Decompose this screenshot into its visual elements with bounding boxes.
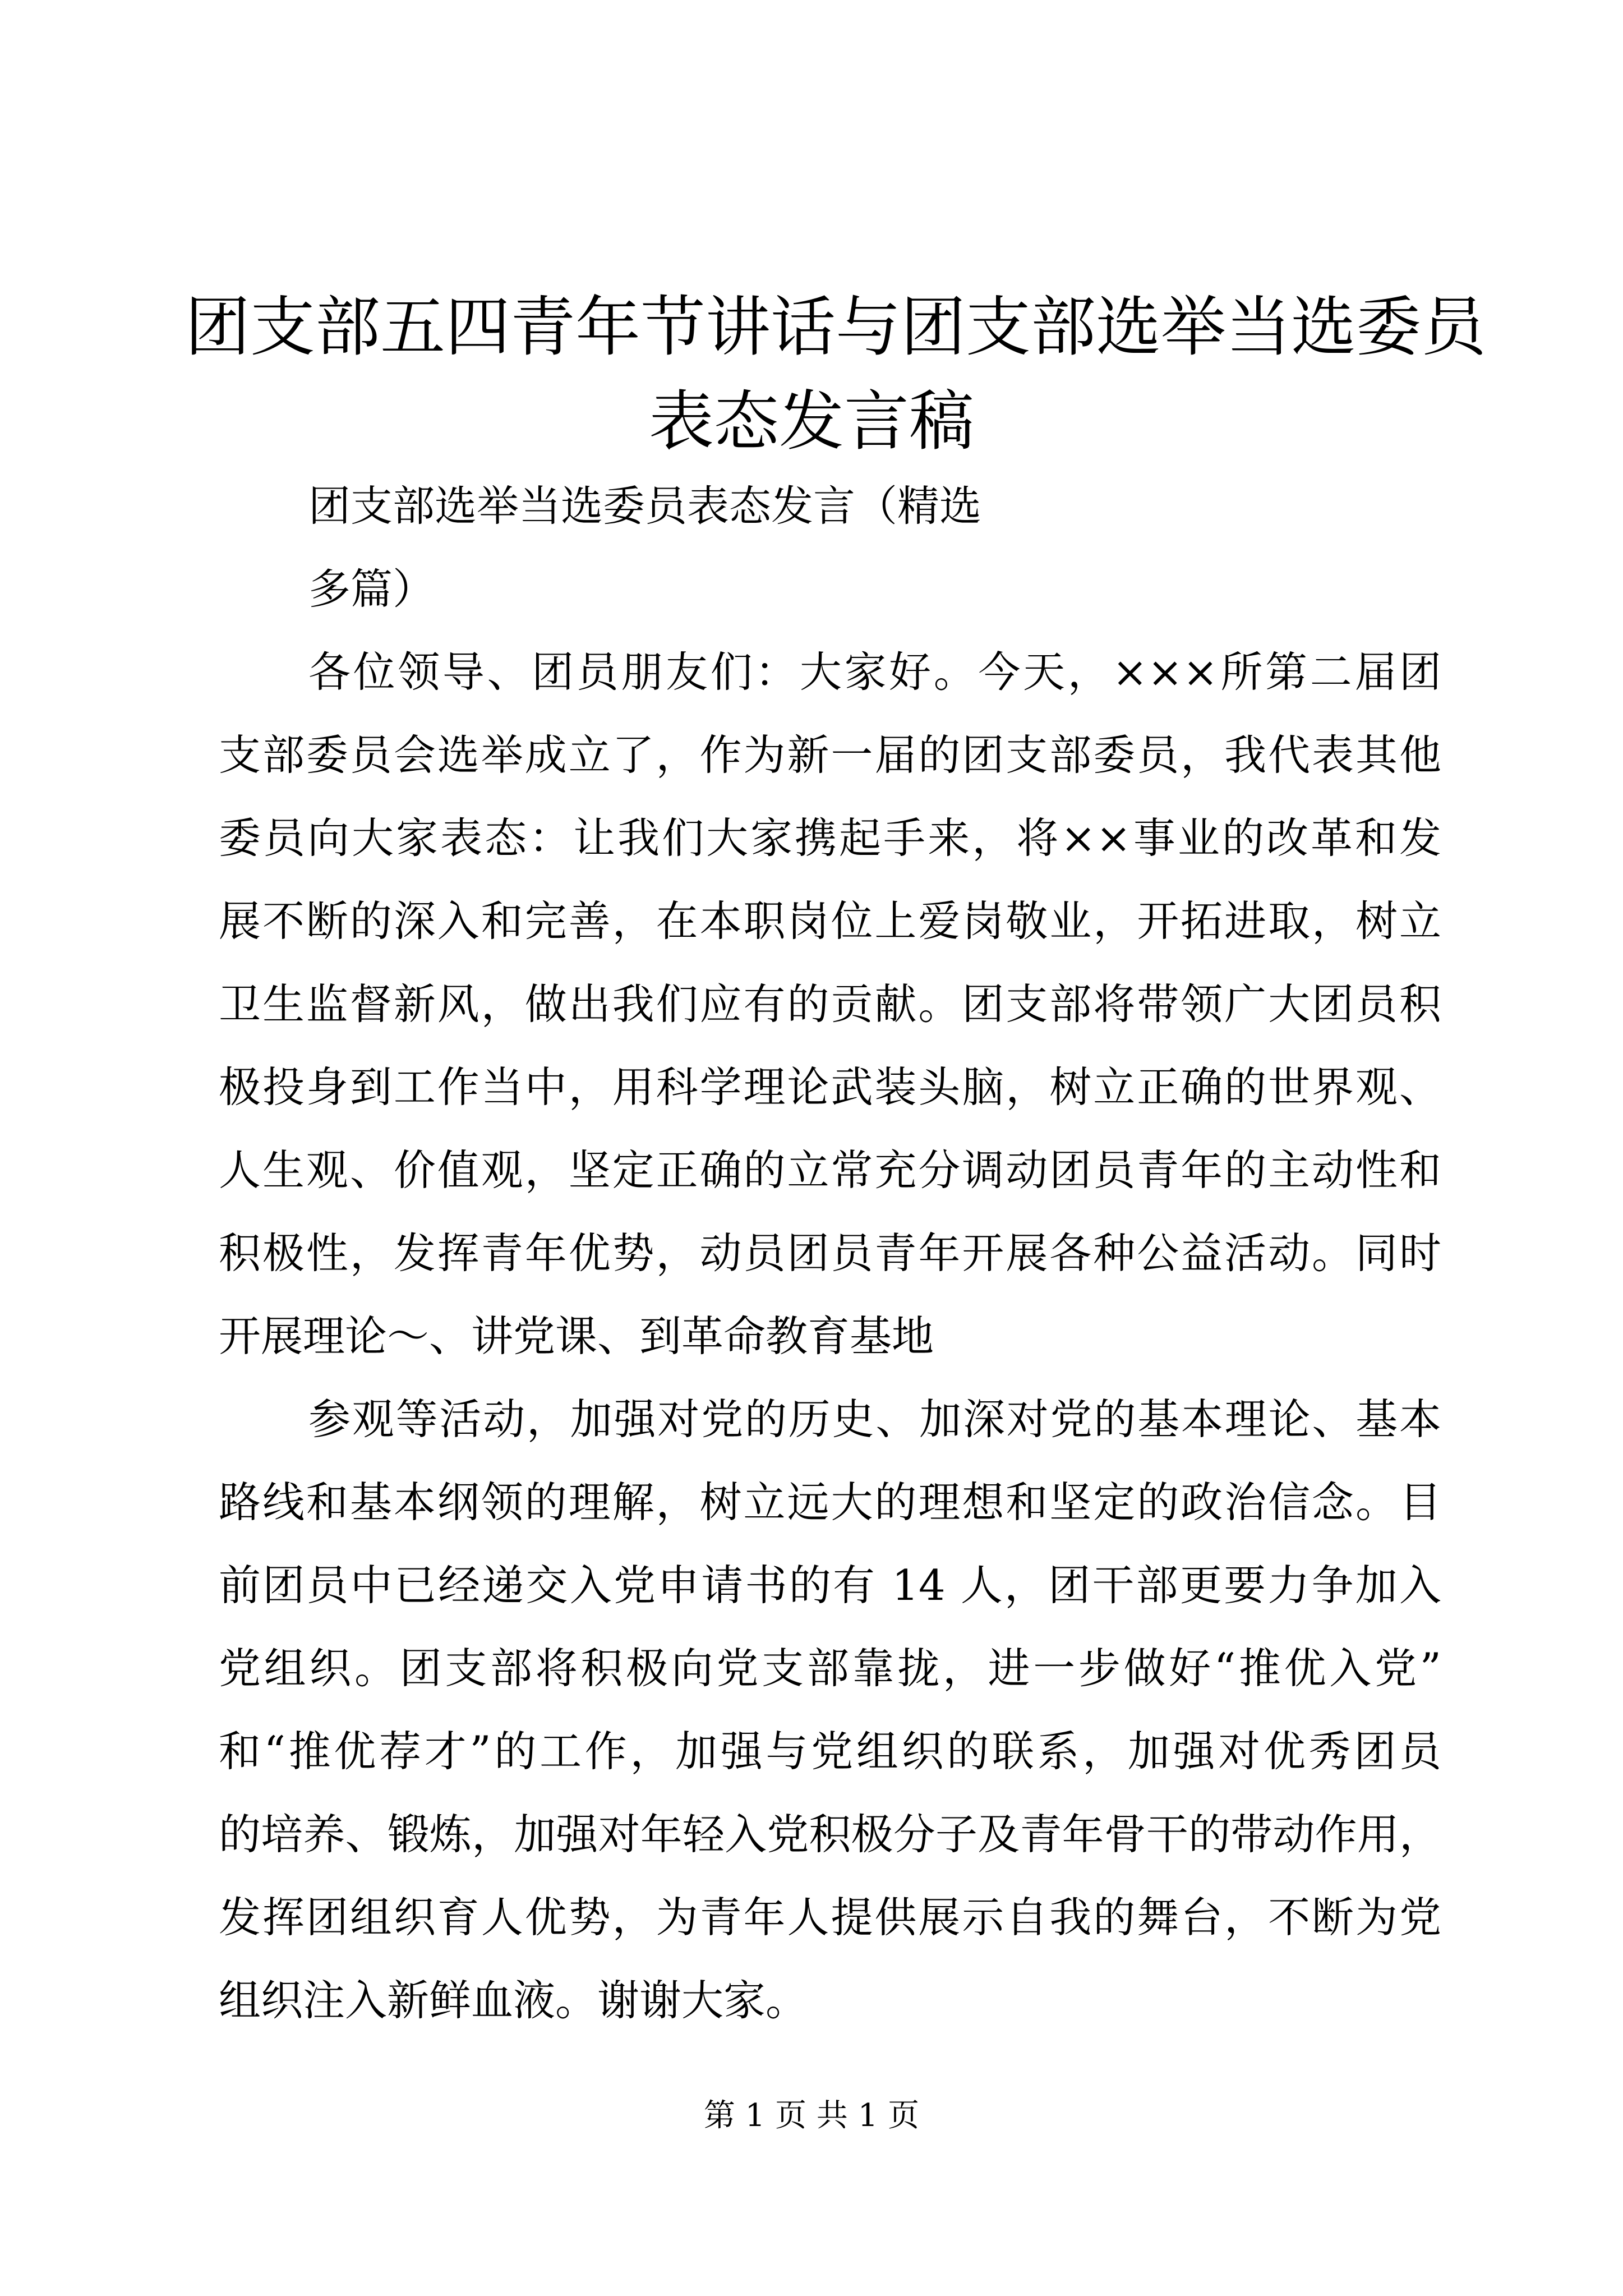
subtitle <box>219 464 1441 631</box>
paragraph-line: 发挥团组织育人优势，为青年人提供展示自我的舞台，不断为党 <box>219 1893 1441 1942</box>
paragraph-line: 卫生监督新风，做出我们应有的贡献。团支部将带领广大团员积 <box>219 979 1441 1029</box>
paragraph-line: 路线和基本纲领的理解，树立远大的理想和坚定的政治信念。目 <box>219 1478 1441 1527</box>
page-number: 第 1 页 共 1 页 <box>703 2097 920 2134</box>
paragraph-2 <box>219 1378 1441 2042</box>
paragraph-line: 积极性，发挥青年优势，动员团员青年开展各种公益活动。同时 <box>219 1228 1441 1278</box>
page-footer <box>0 2093 1623 2138</box>
document-body <box>219 464 1441 2042</box>
paragraph-line: 和“推优荐才”的工作，加强与党组织的联系，加强对优秀团员 <box>219 1727 1441 1776</box>
paragraph-line: 极投身到工作当中，用科学理论武装头脑，树立正确的世界观、 <box>219 1062 1441 1112</box>
title-line-2: 表态发言稿 <box>649 384 974 459</box>
paragraph-line: 支部委员会选举成立了，作为新一届的团支部委员，我代表其他 <box>219 730 1441 780</box>
paragraph-line: 党组织。团支部将积极向党支部靠拢，进一步做好“推优入党” <box>219 1644 1441 1693</box>
paragraph-line: 人生观、价值观，坚定正确的立常充分调动团员青年的主动性和 <box>219 1145 1441 1195</box>
paragraph-line: 参观等活动，加强对党的历史、加深对党的基本理论、基本 <box>308 1395 1441 1444</box>
paragraph-line: 开展理论～、讲党课、到革命教育基地 <box>219 1312 934 1361</box>
document-title <box>185 280 1486 469</box>
paragraph-line: 各位领导、团员朋友们：大家好。今天，×××所第二届团 <box>308 647 1441 697</box>
paragraph-line: 的培养、锻炼，加强对年轻入党积极分子及青年骨干的带动作用， <box>219 1810 1441 1859</box>
subtitle-line-2: 多篇） <box>308 564 435 614</box>
subtitle-line-1: 团支部选举当选委员表态发言（精选 <box>308 481 982 531</box>
paragraph-line: 展不断的深入和完善，在本职岗位上爱岗敬业，开拓进取，树立 <box>219 896 1441 946</box>
paragraph-line: 组织注入新鲜血液。谢谢大家。 <box>219 1976 808 2025</box>
paragraph-line: 前团员中已经递交入党申请书的有 14 人，团干部更要力争加入 <box>219 1561 1441 1610</box>
title-line-1: 团支部五四青年节讲话与团支部选举当选委员 <box>185 289 1486 365</box>
paragraph-line: 委员向大家表态：让我们大家携起手来，将××事业的改革和发 <box>219 813 1441 863</box>
paragraph-1 <box>219 631 1441 1378</box>
